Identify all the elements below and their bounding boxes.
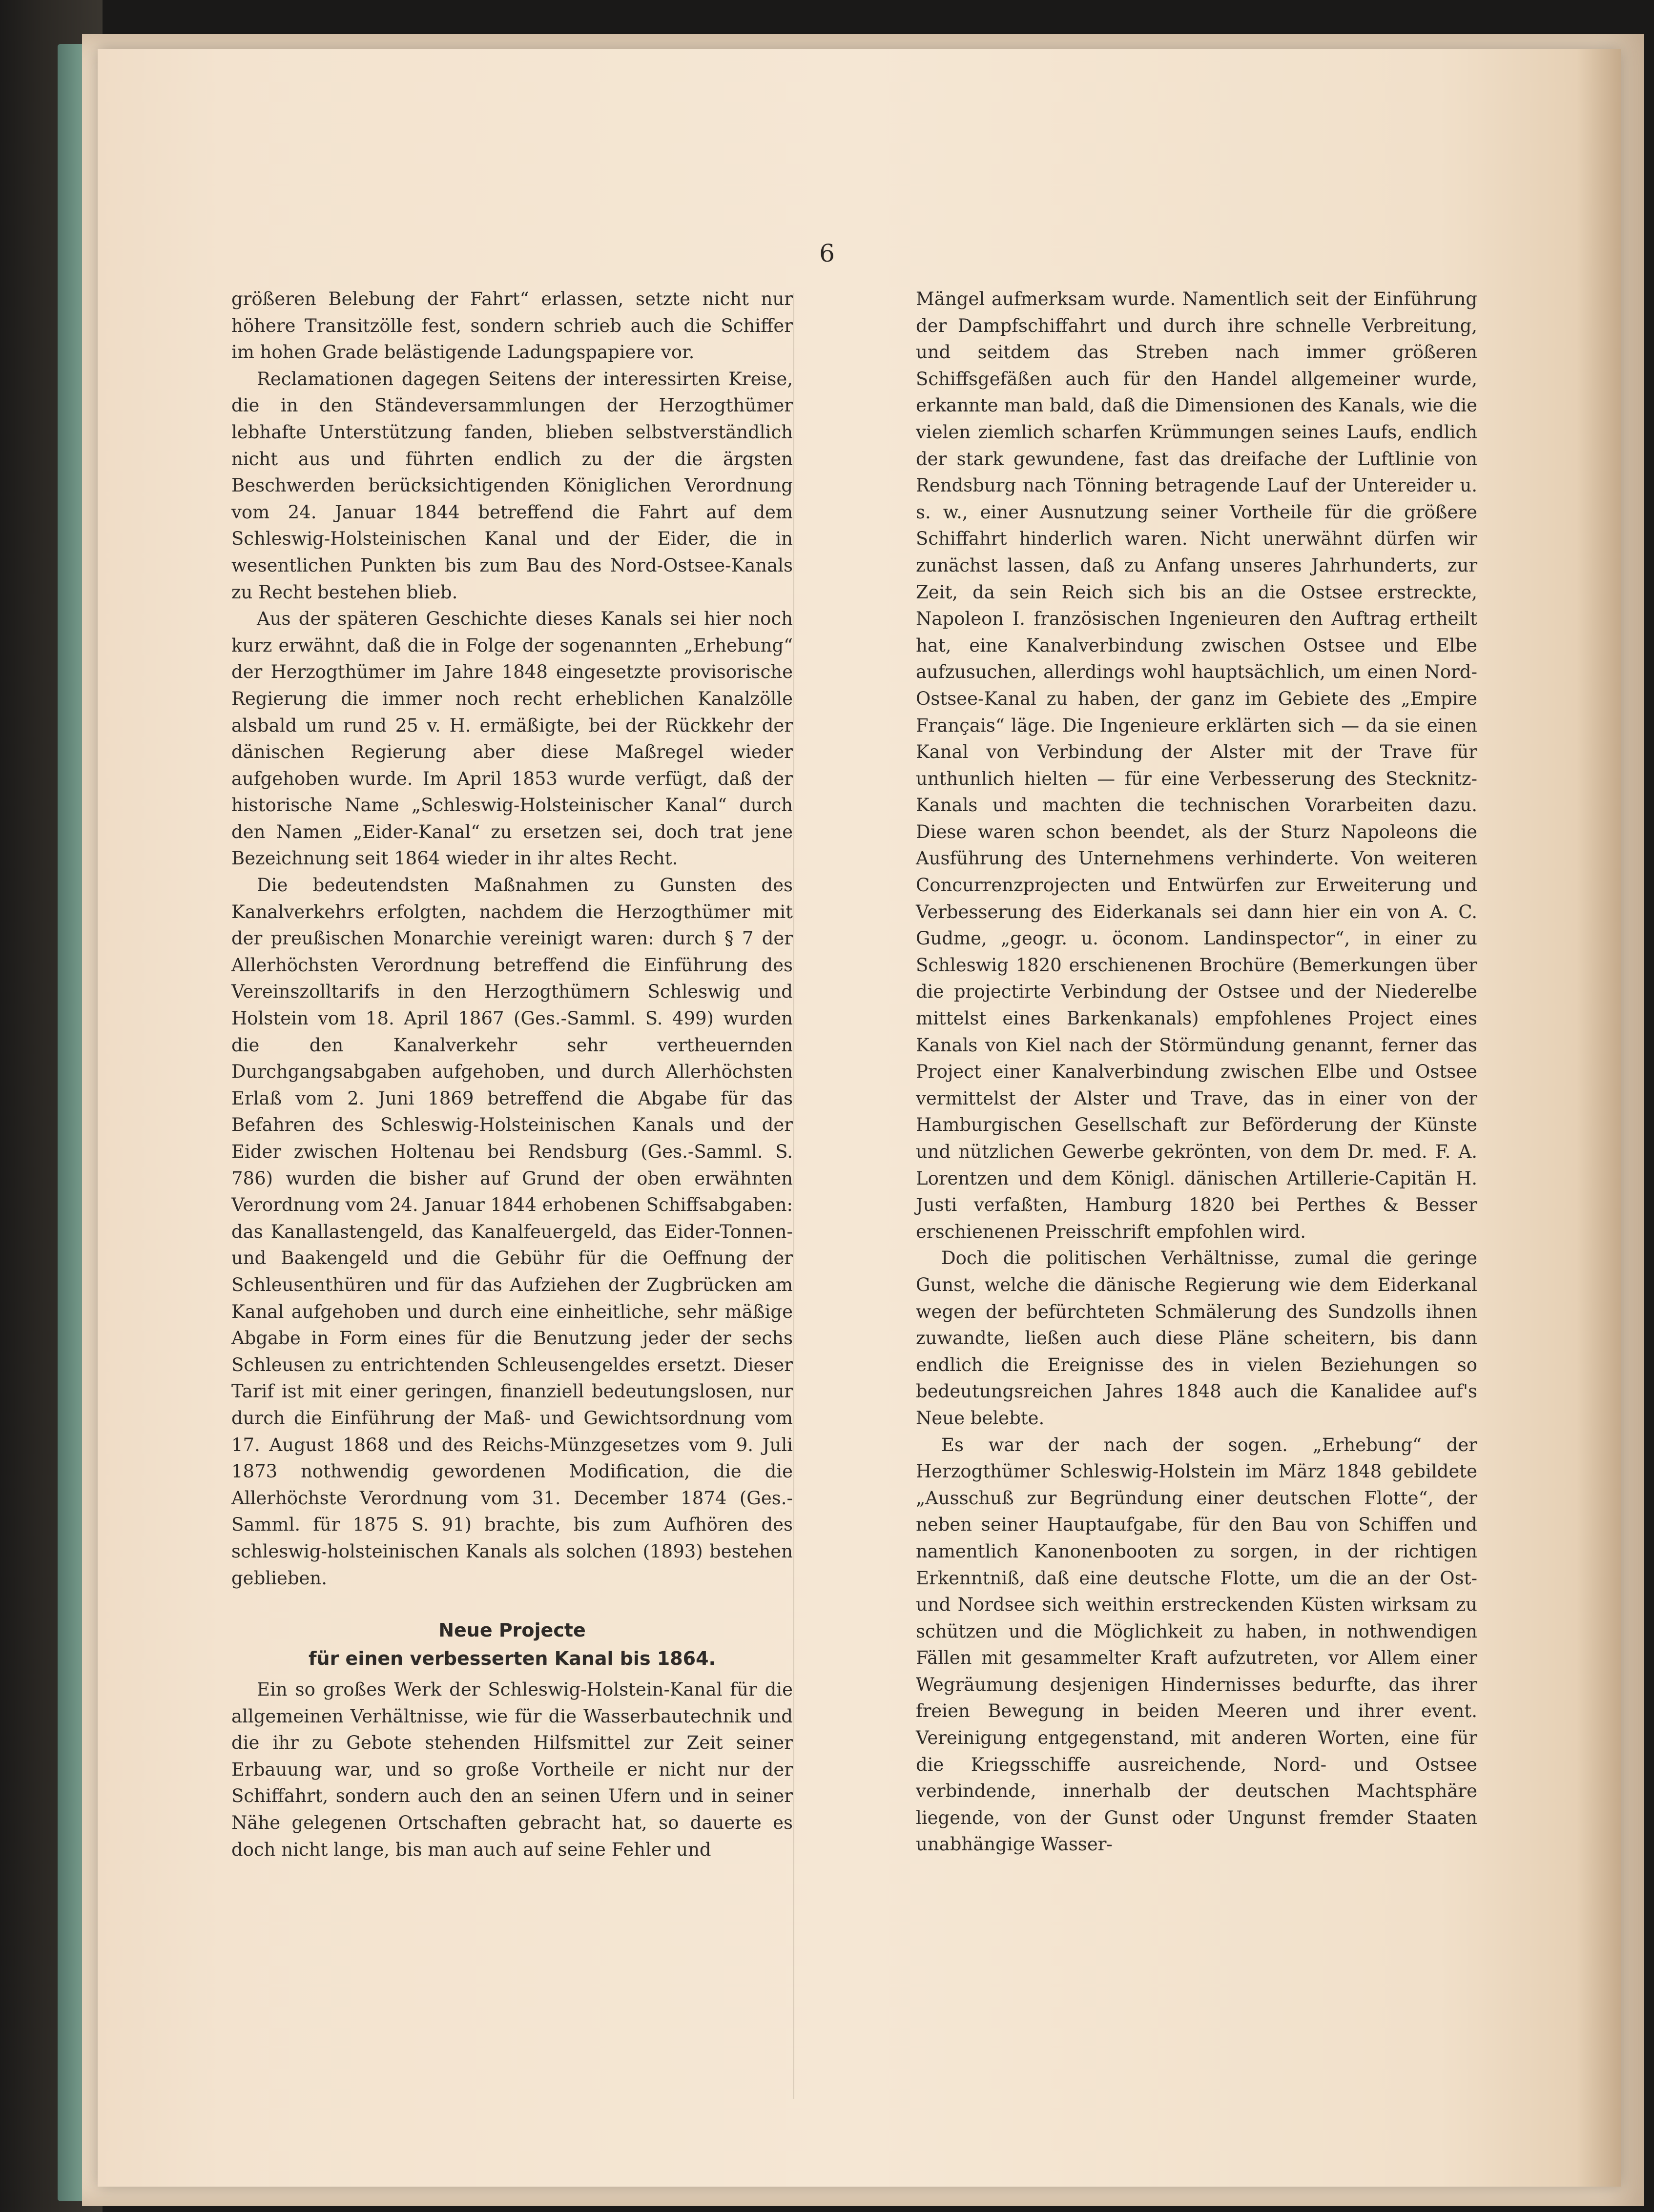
column-gutter (793, 293, 794, 2099)
paragraph: Es war der nach der sogen. „Erhebung“ der Herzogthümer Schleswig-Holstein im März 1848 gebildete „Ausschuß zur Begründung einer deutschen Flotte“, der neben seiner Hauptaufgabe, für den Bau von Schiffen und namentlich Kanonenbooten zu sorgen, in der richtigen Erkenntniß, daß eine deutsche Flotte, um die an der Ost- und Nordsee sich weithin erstreckenden Küsten wirksam zu schützen und die Möglichkeit zu haben, in nothwendigen Fällen mit gesammelter Kraft aufzutreten, vor Allem einer Wegräumung desjenigen Hindernisses bedurfte, das ihrer freien Bewegung in beiden Meeren und ihrer event. Vereinigung entgegenstand, mit anderen Worten, eine für die Kriegsschiffe ausreichende, Nord- und Ostsee verbindende, innerhalb der deutschen Machtsphäre liegende, von der Gunst oder Ungunst fremder Staaten unabhängige Wasser- (916, 1434, 1477, 1855)
right-column (916, 286, 1477, 1858)
paragraph: Reclamationen dagegen Seitens der interessirten Kreise, die in den Ständeversammlungen der Herzogthümer lebhafte Unterstützung fanden, blieben selbstverständlich nicht aus und führten endlich zu der die ärgsten Beschwerden berücksichtigenden Königlichen Verordnung vom 24. Januar 1844 betreffend die Fahrt auf dem Schleswig-Holsteinischen Kanal und der Eider, die in wesentlichen Punkten bis zum Bau des Nord-Ostsee-Kanals zu Recht bestehen blieb. (231, 368, 793, 603)
section-heading-line-2: für einen verbesserten Kanal bis 1864. (309, 1648, 716, 1670)
paragraph: Ein so großes Werk der Schleswig-Holstein-Kanal für die allgemeinen Verhältnisse, wie für die Wasserbautechnik und die ihr zu Gebote stehenden Hilfsmittel zur Zeit seiner Erbauung war, und so große Vortheile er nicht nur der Schiffahrt, sondern auch den an seinen Ufern und in seiner Nähe gelegenen Ortschaften gebracht hat, so dauerte es doch nicht lange, bis man auch auf seine Fehler und (231, 1679, 793, 1860)
paragraph: größeren Belebung der Fahrt“ erlassen, setzte nicht nur höhere Transitzölle fest, sondern schrieb auch die Schiffer im hohen Grade belästigende Ladungspapiere vor. (231, 288, 793, 363)
left-column (231, 286, 793, 1863)
section-heading (231, 1616, 793, 1673)
paragraph: Mängel aufmerksam wurde. Namentlich seit der Einführung der Dampfschiffahrt und durch ihre schnelle Verbreitung, und seitdem das Streben nach immer größeren Schiffsgefäßen auch für den Handel allgemeiner wurde, erkannte man bald, daß die Dimensionen des Kanals, wie die vielen ziemlich scharfen Krümmungen seines Laufs, endlich der stark gewundene, fast das dreifache der Luftlinie von Rendsburg nach Tönning betragende Lauf der Untereider u. s. w., einer Ausnutzung seiner Vortheile für die größere Schiffahrt hinderlich waren. Nicht unerwähnt dürfen wir zunächst lassen, daß zu Anfang unseres Jahrhunderts, zur Zeit, da sein Reich sich bis an die Ostsee erstreckte, Napoleon I. französischen Ingenieuren den Auftrag ertheilt hat, eine Kanalverbindung zwischen Ostsee und Elbe aufzusuchen, allerdings wohl hauptsächlich, um einen Nord-Ostsee-Kanal zu haben, der ganz im Gebiete des „Empire Français“ läge. Die Ingenieure erklärten sich — da sie einen Kanal von Verbindung der Alster mit der Trave für unthunlich hielten — für eine Verbesserung des Stecknitz-Kanals und machten die technischen Vorarbeiten dazu. Diese waren schon beendet, als der Sturz Napoleons die Ausführung des Unternehmens verhinderte. Von weiteren Concurrenzprojecten und Entwürfen zur Erweiterung und Verbesserung des Eiderkanals sei dann hier ein von A. C. Gudme, „geogr. u. öconom. Landinspector“, in einer zu Schleswig 1820 erschienenen Brochüre (Bemerkungen über die projectirte Verbindung der Ostsee und der Niederelbe mittelst eines Barkenkanals) empfohlenes Project eines Kanals von Kiel nach der Störmündung genannt, ferner das Project einer Kanalverbindung zwischen Elbe und Ostsee vermittelst der Alster und Trave, das in einer von der Hamburgischen Gesellschaft zur Beförderung der Künste und nützlichen Gewerbe gekrönten, von dem Dr. med. F. A. Lorentzen und dem Königl. dänischen Artillerie-Capitän H. Justi verfaßten, Hamburg 1820 bei Perthes & Besser erschienenen Preisschrift empfohlen wird. (916, 288, 1477, 1242)
paragraph: Doch die politischen Verhältnisse, zumal die geringe Gunst, welche die dänische Regierung wie dem Eiderkanal wegen der befürchteten Schmälerung des Sundzolls ihnen zuwandte, ließen auch diese Pläne scheitern, bis dann endlich die Ereignisse des in vielen Beziehungen so bedeutungsreichen Jahres 1848 auch die Kanalidee auf's Neue belebte. (916, 1248, 1477, 1429)
paragraph: Die bedeutendsten Maßnahmen zu Gunsten des Kanalverkehrs erfolgten, nachdem die Herzogthümer mit der preußischen Monarchie vereinigt waren: durch § 7 der Allerhöchsten Verordnung betreffend die Einführung des Vereinszolltarifs in den Herzogthümern Schleswig und Holstein vom 18. April 1867 (Ges.-Samml. S. 499) wurden die den Kanalverkehr sehr vertheuernden Durchgangsabgaben aufgehoben, und durch Allerhöchsten Erlaß vom 2. Juni 1869 betreffend die Abgabe für das Befahren des Schleswig-Holsteinischen Kanals und der Eider zwischen Holtenau bei Rendsburg (Ges.-Samml. S. 786) wurden die bisher auf Grund der oben erwähnten Verordnung vom 24. Januar 1844 erhobenen Schiffsabgaben: das Kanallastengeld, das Kanalfeuergeld, das Eider-Tonnen- und Baakengeld und die Gebühr für die Oeffnung der Schleusenthüren und für das Aufziehen der Zugbrücken am Kanal aufgehoben und durch eine einheitliche, sehr mäßige Abgabe in Form eines für die Benutzung jeder der sechs Schleusen zu entrichtenden Schleusengeldes ersetzt. Dieser Tarif ist mit einer geringen, finanziell bedeutungslosen, nur durch die Einführung der Maß- und Gewichtsordnung vom 17. August 1868 und des Reichs-Münzgesetzes vom 9. Juli 1873 nothwendig gewordenen Modification, die die Allerhöchste Verordnung vom 31. December 1874 (Ges.-Samml. für 1875 S. 91) brachte, bis zum Aufhören des schleswig-holsteinischen Kanals als solchen (1893) bestehen geblieben. (231, 875, 793, 1589)
section-heading-line-1: Neue Projecte (438, 1619, 586, 1641)
page-edge-shadow (1577, 49, 1621, 2187)
paragraph: Aus der späteren Geschichte dieses Kanals sei hier noch kurz erwähnt, daß die in Folge der sogenannten „Erhebung“ der Herzogthümer im Jahre 1848 eingesetzte provisorische Regierung die immer noch recht erheblichen Kanalzölle alsbald um rund 25 v. H. ermäßigte, bei der Rückkehr der dänischen Regierung aber diese Maßregel wieder aufgehoben wurde. Im April 1853 wurde verfügt, daß der historische Name „Schleswig-Holsteinischer Kanal“ durch den Namen „Eider-Kanal“ zu ersetzen sei, doch trat jene Bezeichnung seit 1864 wieder in ihr altes Recht. (231, 608, 793, 869)
page-number: 6 (819, 239, 835, 267)
